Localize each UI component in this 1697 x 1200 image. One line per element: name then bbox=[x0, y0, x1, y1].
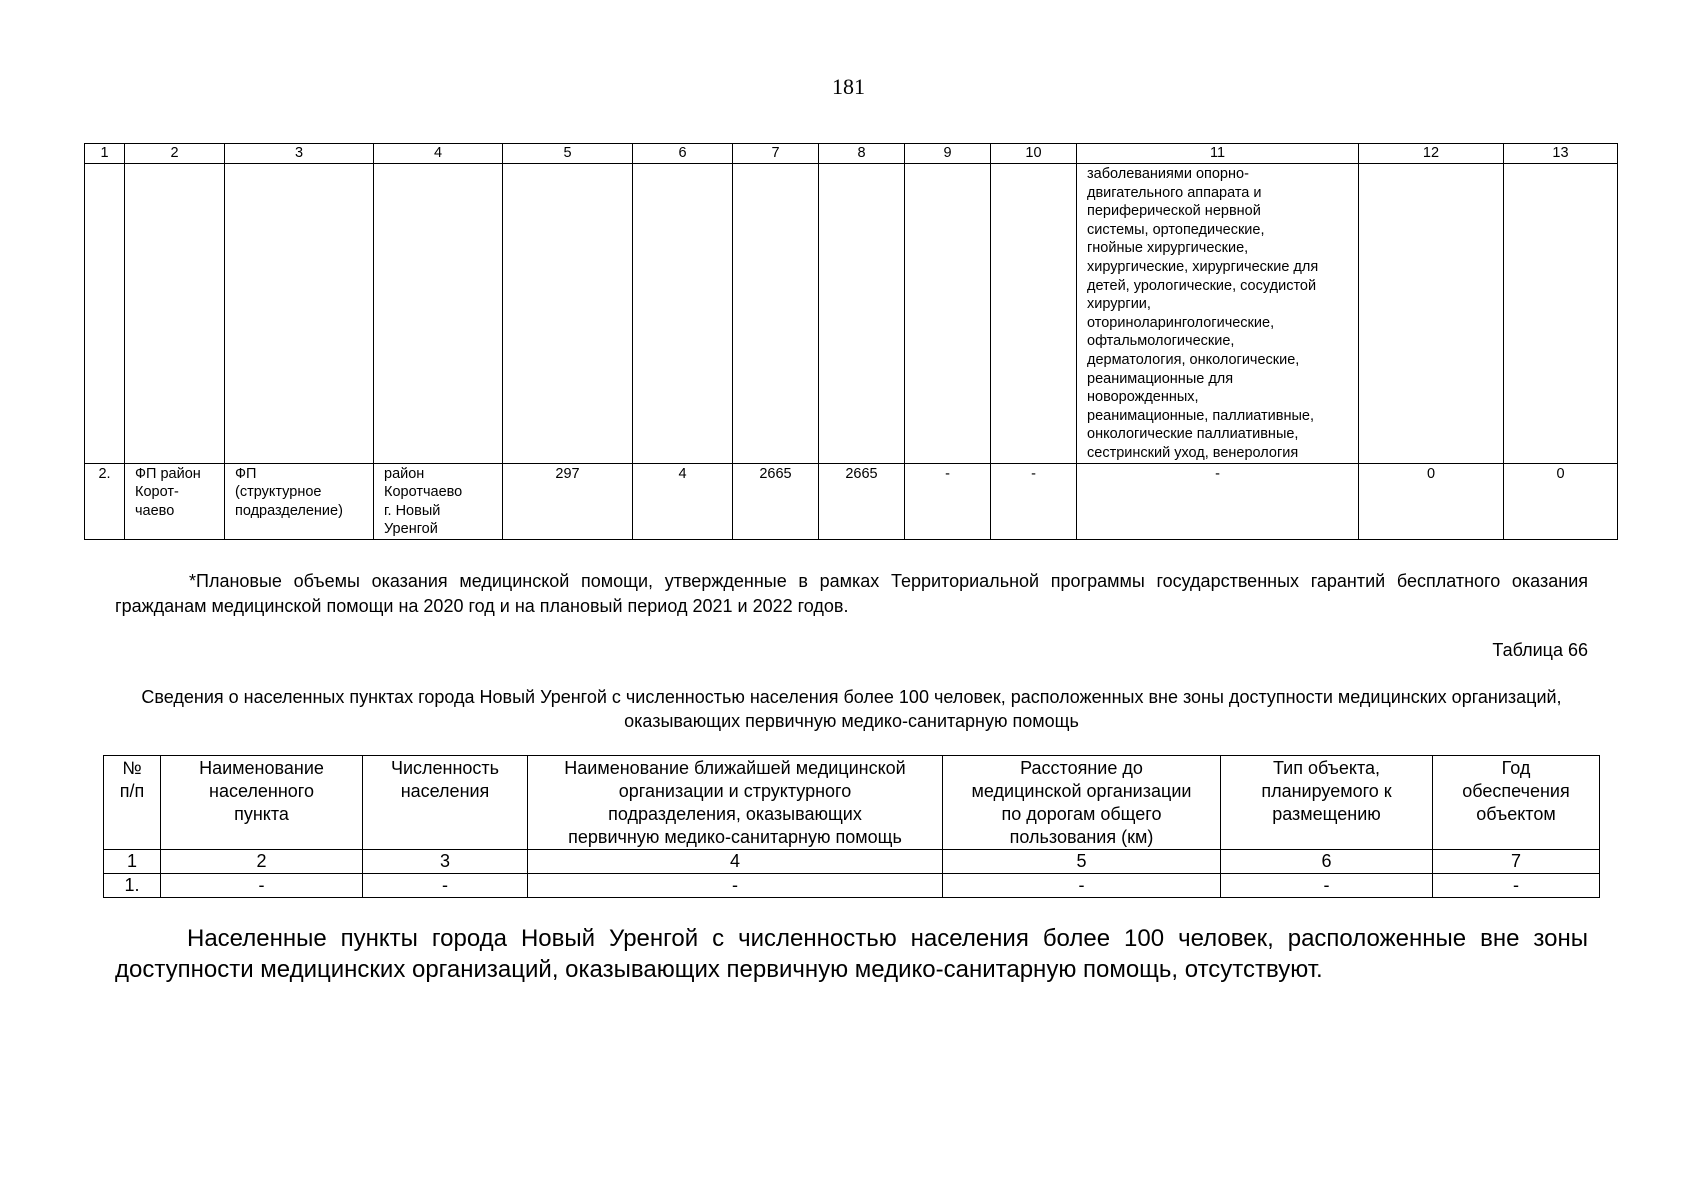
table-cell: 2665 bbox=[819, 463, 905, 539]
table-cell: - bbox=[905, 463, 991, 539]
table-row-continuation bbox=[85, 164, 1618, 464]
column-number-row bbox=[104, 850, 1600, 874]
column-header: Наименование ближайшей медицинской организации и структурного подразделения, оказывающих первичную медико-санитарную помощь bbox=[528, 756, 943, 850]
table-cell: - bbox=[991, 463, 1077, 539]
row-number-cell: 2. bbox=[85, 463, 125, 539]
profile-list-cell bbox=[1077, 164, 1359, 464]
column-number: 8 bbox=[819, 144, 905, 164]
column-number: 5 bbox=[943, 850, 1221, 874]
column-number: 11 bbox=[1077, 144, 1359, 164]
column-number: 2 bbox=[125, 144, 225, 164]
table-cell bbox=[374, 164, 503, 464]
column-number: 12 bbox=[1359, 144, 1504, 164]
table-cell: 0 bbox=[1504, 463, 1618, 539]
column-number: 1 bbox=[104, 850, 161, 874]
settlements-table bbox=[103, 755, 1600, 898]
table-cell: 0 bbox=[1359, 463, 1504, 539]
table-title: Сведения о населенных пунктах города Новый Уренгой с численностью населения более 100 человек, расположенных вне зоны доступности медицинских организаций, оказывающих первичную медико-санитарную помощь bbox=[141, 687, 1562, 731]
table-cell bbox=[733, 164, 819, 464]
facility-address-cell: район Коротчаево г. Новый Уренгой bbox=[374, 463, 503, 539]
table-cell bbox=[1504, 164, 1618, 464]
table-cell: - bbox=[363, 874, 528, 898]
column-number: 1 bbox=[85, 144, 125, 164]
page-number: 181 bbox=[832, 74, 865, 99]
table-cell: - bbox=[528, 874, 943, 898]
column-number: 7 bbox=[1433, 850, 1600, 874]
column-number: 2 bbox=[161, 850, 363, 874]
table-cell bbox=[1359, 164, 1504, 464]
column-header: № п/п bbox=[104, 756, 161, 850]
table-cell bbox=[225, 164, 374, 464]
facility-name-cell: ФП район Корот- чаево bbox=[125, 463, 225, 539]
table-cell bbox=[633, 164, 733, 464]
column-number: 3 bbox=[225, 144, 374, 164]
table-cell bbox=[905, 164, 991, 464]
footnote: *Плановые объемы оказания медицинской помощи, утвержденные в рамках Территориальной программы государственных гарантий бесплатного оказания гражданам медицинской помощи на 2020 год и на плановый период 2021 и 2022 годов. bbox=[115, 571, 1588, 616]
table-row bbox=[104, 874, 1600, 898]
table-cell: - bbox=[161, 874, 363, 898]
column-header: Численность населения bbox=[363, 756, 528, 850]
table-row bbox=[85, 463, 1618, 539]
facility-type-cell: ФП (структурное подразделение) bbox=[225, 463, 374, 539]
table-label: Таблица 66 bbox=[1492, 640, 1588, 660]
table-cell: - bbox=[1077, 463, 1359, 539]
column-number: 6 bbox=[1221, 850, 1433, 874]
column-number: 5 bbox=[503, 144, 633, 164]
header-row bbox=[104, 756, 1600, 850]
column-header: Тип объекта, планируемого к размещению bbox=[1221, 756, 1433, 850]
column-number: 4 bbox=[528, 850, 943, 874]
column-header: Наименование населенного пункта bbox=[161, 756, 363, 850]
table-cell bbox=[819, 164, 905, 464]
table-cell: 1. bbox=[104, 874, 161, 898]
table-cell bbox=[125, 164, 225, 464]
table-cell: - bbox=[1221, 874, 1433, 898]
column-number: 4 bbox=[374, 144, 503, 164]
column-header: Год обеспечения объектом bbox=[1433, 756, 1600, 850]
table-cell: - bbox=[1433, 874, 1600, 898]
column-number: 10 bbox=[991, 144, 1077, 164]
table-cell: 4 bbox=[633, 463, 733, 539]
column-number: 6 bbox=[633, 144, 733, 164]
table-cell: - bbox=[943, 874, 1221, 898]
column-number: 7 bbox=[733, 144, 819, 164]
table-cell: 2665 bbox=[733, 463, 819, 539]
table-cell bbox=[85, 164, 125, 464]
table-cell bbox=[503, 164, 633, 464]
column-number: 3 bbox=[363, 850, 528, 874]
column-header: Расстояние до медицинской организации по дорогам общего пользования (км) bbox=[943, 756, 1221, 850]
column-number: 9 bbox=[905, 144, 991, 164]
column-number: 13 bbox=[1504, 144, 1618, 164]
profile-list-text: заболеваниями опорно- двигательного аппарата и периферической нервной системы, ортопедические, гнойные хирургические, хирургические, хирургические для детей, урологические, сосудистой хирургии, оториноларингологические, офтальмологические, дерматология, онкологические, реанимационные для новорожденных, реанимационные, паллиативные, онкологические паллиативные, сестринский уход, венерология bbox=[1087, 166, 1319, 461]
column-number-row bbox=[85, 144, 1618, 164]
table-cell bbox=[991, 164, 1077, 464]
table-cell: 297 bbox=[503, 463, 633, 539]
conclusion-paragraph: Населенные пункты города Новый Уренгой с численностью населения более 100 человек, расположенные вне зоны доступности медицинских организаций, оказывающих первичную медико-санитарную помощь, отсутствуют. bbox=[115, 925, 1588, 983]
medical-facilities-table-continuation bbox=[84, 143, 1618, 540]
